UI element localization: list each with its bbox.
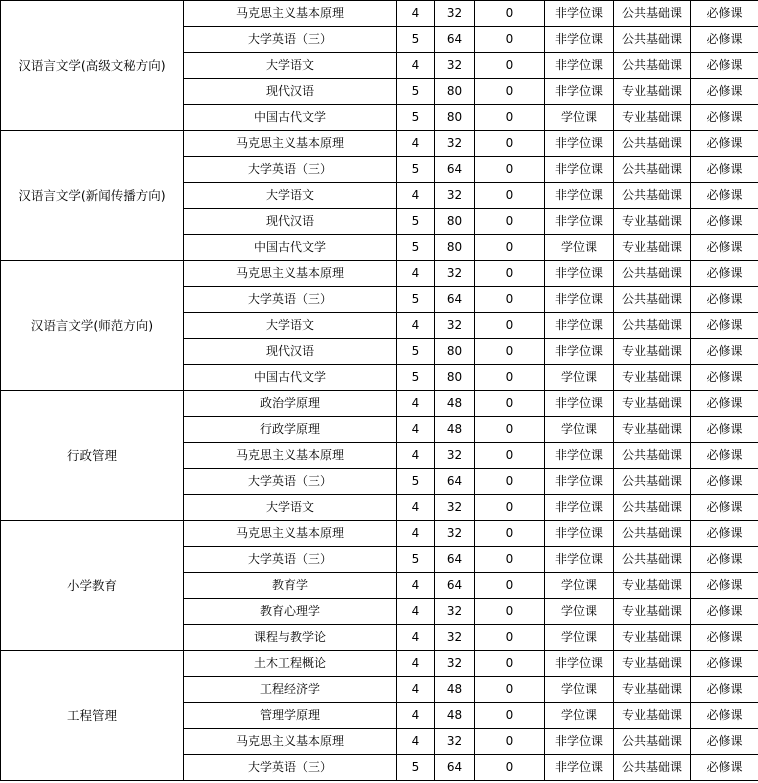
requirement-cell: 必修课 [691, 703, 758, 729]
credits-cell: 5 [397, 755, 435, 781]
credits-cell: 4 [397, 53, 435, 79]
credits-cell: 4 [397, 651, 435, 677]
degree-type-cell: 非学位课 [545, 495, 614, 521]
hours-cell: 32 [435, 261, 475, 287]
hours-cell: 32 [435, 131, 475, 157]
degree-type-cell: 非学位课 [545, 755, 614, 781]
course-name-cell: 马克思主义基本原理 [184, 131, 397, 157]
requirement-cell: 必修课 [691, 391, 758, 417]
requirement-cell: 必修课 [691, 599, 758, 625]
practice-hours-cell: 0 [475, 729, 545, 755]
course-category-cell: 专业基础课 [614, 573, 691, 599]
course-name-cell: 工程经济学 [184, 677, 397, 703]
practice-hours-cell: 0 [475, 755, 545, 781]
degree-type-cell: 学位课 [545, 417, 614, 443]
requirement-cell: 必修课 [691, 677, 758, 703]
practice-hours-cell: 0 [475, 521, 545, 547]
major-cell: 工程管理 [1, 651, 184, 781]
credits-cell: 4 [397, 599, 435, 625]
degree-type-cell: 非学位课 [545, 131, 614, 157]
degree-type-cell: 学位课 [545, 625, 614, 651]
hours-cell: 64 [435, 573, 475, 599]
course-name-cell: 大学英语（三） [184, 27, 397, 53]
credits-cell: 5 [397, 287, 435, 313]
credits-cell: 5 [397, 209, 435, 235]
degree-type-cell: 非学位课 [545, 339, 614, 365]
hours-cell: 32 [435, 1, 475, 27]
credits-cell: 5 [397, 79, 435, 105]
degree-type-cell: 非学位课 [545, 261, 614, 287]
course-name-cell: 大学英语（三） [184, 469, 397, 495]
credits-cell: 4 [397, 313, 435, 339]
course-category-cell: 公共基础课 [614, 755, 691, 781]
hours-cell: 32 [435, 495, 475, 521]
requirement-cell: 必修课 [691, 235, 758, 261]
hours-cell: 64 [435, 287, 475, 313]
course-category-cell: 公共基础课 [614, 261, 691, 287]
practice-hours-cell: 0 [475, 27, 545, 53]
degree-type-cell: 非学位课 [545, 443, 614, 469]
course-category-cell: 专业基础课 [614, 417, 691, 443]
requirement-cell: 必修课 [691, 209, 758, 235]
requirement-cell: 必修课 [691, 79, 758, 105]
course-name-cell: 大学英语（三） [184, 547, 397, 573]
course-name-cell: 马克思主义基本原理 [184, 521, 397, 547]
credits-cell: 5 [397, 547, 435, 573]
practice-hours-cell: 0 [475, 703, 545, 729]
requirement-cell: 必修课 [691, 495, 758, 521]
degree-type-cell: 非学位课 [545, 547, 614, 573]
requirement-cell: 必修课 [691, 443, 758, 469]
table-row [1, 1, 758, 27]
course-category-cell: 专业基础课 [614, 209, 691, 235]
hours-cell: 48 [435, 391, 475, 417]
hours-cell: 32 [435, 183, 475, 209]
credits-cell: 5 [397, 27, 435, 53]
course-name-cell: 大学语文 [184, 183, 397, 209]
course-category-cell: 公共基础课 [614, 287, 691, 313]
hours-cell: 32 [435, 313, 475, 339]
practice-hours-cell: 0 [475, 365, 545, 391]
table-row [1, 521, 758, 547]
course-category-cell: 专业基础课 [614, 365, 691, 391]
course-category-cell: 专业基础课 [614, 677, 691, 703]
credits-cell: 4 [397, 573, 435, 599]
major-cell: 汉语言文学(高级文秘方向) [1, 1, 184, 131]
degree-type-cell: 学位课 [545, 703, 614, 729]
degree-type-cell: 非学位课 [545, 391, 614, 417]
degree-type-cell: 非学位课 [545, 79, 614, 105]
requirement-cell: 必修课 [691, 469, 758, 495]
course-name-cell: 管理学原理 [184, 703, 397, 729]
credits-cell: 4 [397, 729, 435, 755]
credits-cell: 4 [397, 443, 435, 469]
degree-type-cell: 非学位课 [545, 287, 614, 313]
credits-cell: 4 [397, 261, 435, 287]
requirement-cell: 必修课 [691, 729, 758, 755]
credits-cell: 5 [397, 469, 435, 495]
requirement-cell: 必修课 [691, 365, 758, 391]
hours-cell: 48 [435, 703, 475, 729]
degree-type-cell: 学位课 [545, 573, 614, 599]
requirement-cell: 必修课 [691, 573, 758, 599]
credits-cell: 4 [397, 703, 435, 729]
course-category-cell: 专业基础课 [614, 105, 691, 131]
course-name-cell: 大学英语（三） [184, 157, 397, 183]
practice-hours-cell: 0 [475, 625, 545, 651]
hours-cell: 64 [435, 469, 475, 495]
degree-type-cell: 学位课 [545, 235, 614, 261]
hours-cell: 80 [435, 365, 475, 391]
table-row [1, 651, 758, 677]
course-name-cell: 政治学原理 [184, 391, 397, 417]
requirement-cell: 必修课 [691, 313, 758, 339]
requirement-cell: 必修课 [691, 521, 758, 547]
hours-cell: 64 [435, 547, 475, 573]
practice-hours-cell: 0 [475, 677, 545, 703]
hours-cell: 80 [435, 235, 475, 261]
hours-cell: 32 [435, 625, 475, 651]
practice-hours-cell: 0 [475, 547, 545, 573]
degree-type-cell: 非学位课 [545, 209, 614, 235]
course-category-cell: 公共基础课 [614, 469, 691, 495]
hours-cell: 32 [435, 729, 475, 755]
requirement-cell: 必修课 [691, 131, 758, 157]
course-name-cell: 马克思主义基本原理 [184, 261, 397, 287]
course-name-cell: 大学语文 [184, 495, 397, 521]
course-name-cell: 现代汉语 [184, 339, 397, 365]
degree-type-cell: 非学位课 [545, 183, 614, 209]
course-category-cell: 专业基础课 [614, 391, 691, 417]
course-category-cell: 专业基础课 [614, 625, 691, 651]
course-category-cell: 公共基础课 [614, 443, 691, 469]
table-row [1, 261, 758, 287]
hours-cell: 48 [435, 677, 475, 703]
requirement-cell: 必修课 [691, 755, 758, 781]
practice-hours-cell: 0 [475, 235, 545, 261]
hours-cell: 80 [435, 79, 475, 105]
degree-type-cell: 非学位课 [545, 157, 614, 183]
hours-cell: 80 [435, 339, 475, 365]
course-name-cell: 中国古代文学 [184, 105, 397, 131]
practice-hours-cell: 0 [475, 443, 545, 469]
credits-cell: 5 [397, 365, 435, 391]
practice-hours-cell: 0 [475, 105, 545, 131]
course-name-cell: 行政学原理 [184, 417, 397, 443]
degree-type-cell: 学位课 [545, 105, 614, 131]
course-name-cell: 马克思主义基本原理 [184, 1, 397, 27]
major-cell: 行政管理 [1, 391, 184, 521]
course-category-cell: 专业基础课 [614, 339, 691, 365]
course-name-cell: 土木工程概论 [184, 651, 397, 677]
course-name-cell: 大学英语（三） [184, 755, 397, 781]
degree-type-cell: 学位课 [545, 365, 614, 391]
practice-hours-cell: 0 [475, 183, 545, 209]
credits-cell: 4 [397, 391, 435, 417]
course-category-cell: 公共基础课 [614, 131, 691, 157]
credits-cell: 4 [397, 677, 435, 703]
course-name-cell: 大学语文 [184, 313, 397, 339]
credits-cell: 4 [397, 131, 435, 157]
practice-hours-cell: 0 [475, 53, 545, 79]
requirement-cell: 必修课 [691, 183, 758, 209]
hours-cell: 64 [435, 27, 475, 53]
course-name-cell: 大学语文 [184, 53, 397, 79]
hours-cell: 48 [435, 417, 475, 443]
practice-hours-cell: 0 [475, 1, 545, 27]
table-row [1, 131, 758, 157]
course-name-cell: 现代汉语 [184, 79, 397, 105]
course-name-cell: 课程与教学论 [184, 625, 397, 651]
practice-hours-cell: 0 [475, 391, 545, 417]
requirement-cell: 必修课 [691, 651, 758, 677]
course-name-cell: 马克思主义基本原理 [184, 443, 397, 469]
hours-cell: 80 [435, 209, 475, 235]
course-name-cell: 中国古代文学 [184, 365, 397, 391]
requirement-cell: 必修课 [691, 417, 758, 443]
course-name-cell: 中国古代文学 [184, 235, 397, 261]
credits-cell: 4 [397, 417, 435, 443]
degree-type-cell: 学位课 [545, 677, 614, 703]
course-category-cell: 专业基础课 [614, 79, 691, 105]
practice-hours-cell: 0 [475, 261, 545, 287]
requirement-cell: 必修课 [691, 1, 758, 27]
course-name-cell: 大学英语（三） [184, 287, 397, 313]
course-category-cell: 公共基础课 [614, 53, 691, 79]
hours-cell: 32 [435, 599, 475, 625]
degree-type-cell: 非学位课 [545, 651, 614, 677]
hours-cell: 80 [435, 105, 475, 131]
hours-cell: 64 [435, 157, 475, 183]
requirement-cell: 必修课 [691, 261, 758, 287]
requirement-cell: 必修课 [691, 157, 758, 183]
course-category-cell: 公共基础课 [614, 547, 691, 573]
degree-type-cell: 非学位课 [545, 521, 614, 547]
requirement-cell: 必修课 [691, 287, 758, 313]
course-category-cell: 专业基础课 [614, 651, 691, 677]
requirement-cell: 必修课 [691, 27, 758, 53]
hours-cell: 32 [435, 651, 475, 677]
course-category-cell: 公共基础课 [614, 729, 691, 755]
credits-cell: 5 [397, 339, 435, 365]
credits-cell: 4 [397, 1, 435, 27]
credits-cell: 4 [397, 183, 435, 209]
practice-hours-cell: 0 [475, 651, 545, 677]
course-category-cell: 公共基础课 [614, 313, 691, 339]
requirement-cell: 必修课 [691, 625, 758, 651]
course-category-cell: 公共基础课 [614, 521, 691, 547]
degree-type-cell: 非学位课 [545, 469, 614, 495]
course-name-cell: 现代汉语 [184, 209, 397, 235]
credits-cell: 4 [397, 625, 435, 651]
credits-cell: 5 [397, 157, 435, 183]
practice-hours-cell: 0 [475, 157, 545, 183]
course-category-cell: 专业基础课 [614, 703, 691, 729]
course-name-cell: 教育心理学 [184, 599, 397, 625]
major-cell: 汉语言文学(师范方向) [1, 261, 184, 391]
course-name-cell: 马克思主义基本原理 [184, 729, 397, 755]
course-category-cell: 公共基础课 [614, 157, 691, 183]
degree-type-cell: 非学位课 [545, 313, 614, 339]
requirement-cell: 必修课 [691, 547, 758, 573]
practice-hours-cell: 0 [475, 313, 545, 339]
practice-hours-cell: 0 [475, 417, 545, 443]
practice-hours-cell: 0 [475, 599, 545, 625]
course-category-cell: 公共基础课 [614, 1, 691, 27]
credits-cell: 5 [397, 235, 435, 261]
practice-hours-cell: 0 [475, 573, 545, 599]
practice-hours-cell: 0 [475, 287, 545, 313]
credits-cell: 5 [397, 105, 435, 131]
hours-cell: 32 [435, 443, 475, 469]
credits-cell: 4 [397, 495, 435, 521]
major-cell: 汉语言文学(新闻传播方向) [1, 131, 184, 261]
course-category-cell: 专业基础课 [614, 599, 691, 625]
practice-hours-cell: 0 [475, 79, 545, 105]
hours-cell: 64 [435, 755, 475, 781]
practice-hours-cell: 0 [475, 469, 545, 495]
major-cell: 小学教育 [1, 521, 184, 651]
requirement-cell: 必修课 [691, 339, 758, 365]
hours-cell: 32 [435, 521, 475, 547]
table-row [1, 391, 758, 417]
credits-cell: 4 [397, 521, 435, 547]
course-category-cell: 公共基础课 [614, 495, 691, 521]
course-category-cell: 专业基础课 [614, 235, 691, 261]
degree-type-cell: 学位课 [545, 599, 614, 625]
degree-type-cell: 非学位课 [545, 729, 614, 755]
practice-hours-cell: 0 [475, 495, 545, 521]
practice-hours-cell: 0 [475, 339, 545, 365]
practice-hours-cell: 0 [475, 209, 545, 235]
course-name-cell: 教育学 [184, 573, 397, 599]
course-category-cell: 公共基础课 [614, 183, 691, 209]
course-category-cell: 公共基础课 [614, 27, 691, 53]
requirement-cell: 必修课 [691, 105, 758, 131]
requirement-cell: 必修课 [691, 53, 758, 79]
degree-type-cell: 非学位课 [545, 27, 614, 53]
degree-type-cell: 非学位课 [545, 1, 614, 27]
hours-cell: 32 [435, 53, 475, 79]
degree-type-cell: 非学位课 [545, 53, 614, 79]
practice-hours-cell: 0 [475, 131, 545, 157]
